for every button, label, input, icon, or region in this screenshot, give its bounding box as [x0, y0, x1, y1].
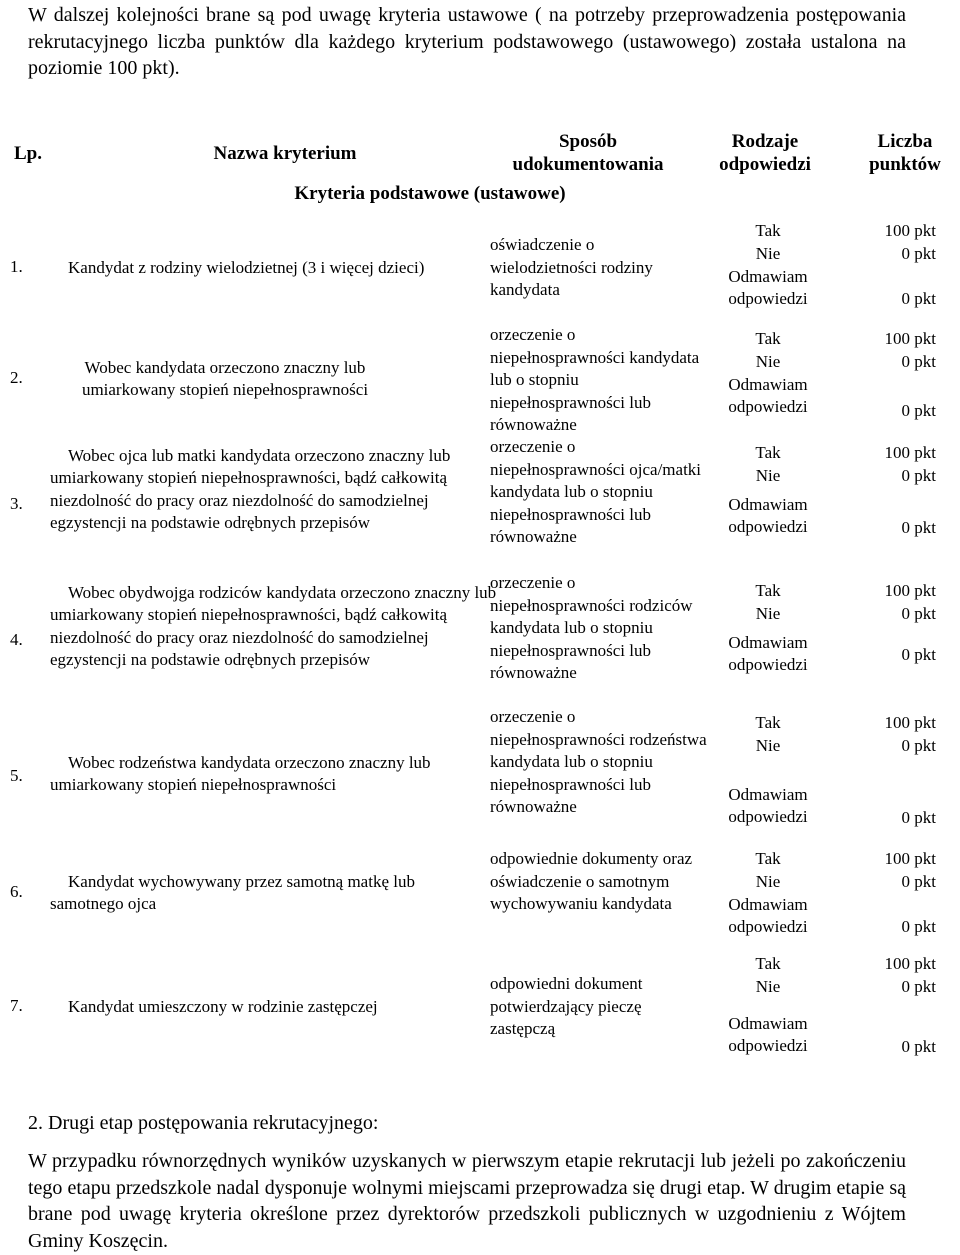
outro-paragraph: W przypadku równorzędnych wyników uzyskanych w pierwszym etapie rekrutacji lub jeżeli po zakończeniu tego etapu przedszkole nadal dysponuje wolnymi miejscami przeprowadza się drugi etap. W drugim etapie są brane pod uwagę kryteria określone przez dyrektorów przedszkoli publicznych w uzgodnieniu z Wójtem Gminy Koszęcin. [28, 1150, 906, 1253]
header-documentation-line2: udokumentowania [512, 154, 664, 175]
row-1-documentation: oświadczenie o wielodzietności rodziny kandydata [490, 235, 653, 299]
row-6-answer-no: Nie [755, 871, 781, 891]
row-7-answer-no: Nie [755, 976, 781, 996]
row-3-points-refuse: 0 pkt [901, 517, 936, 537]
row-1-answer-refuse: Odmawiam odpowiedzi [728, 266, 808, 309]
row-2-documentation: orzeczenie o niepełnosprawności kandydata lub o stopniu niepełnosprawności lub równoważne [490, 325, 700, 434]
header-points-line1: Liczba [877, 131, 933, 152]
row-3-answer-refuse: Odmawiam odpowiedzi [728, 494, 808, 537]
row-1-criterion: Kandydat z rodziny wielodzietnej (3 i więcej dzieci) [68, 258, 425, 277]
row-1-points [850, 220, 936, 311]
row-5-points-refuse: 0 pkt [901, 807, 936, 827]
row-4-points-yes: 100 pkt [884, 581, 936, 600]
row-7-answer-refuse: Odmawiam odpowiedzi [728, 1013, 808, 1056]
header-documentation-line1: Sposób [558, 131, 618, 152]
row-6-points [850, 848, 936, 938]
row-7-points-yes: 100 pkt [884, 954, 936, 973]
row-4-number: 4. [10, 630, 23, 649]
row-2-criterion: Wobec kandydata orzeczono znaczny lub umiarkowany stopień niepełnosprawności [81, 358, 369, 400]
row-2-points-yes: 100 pkt [884, 329, 936, 348]
row-1-points-refuse: 0 pkt [901, 289, 936, 309]
row-4-answer-refuse: Odmawiam odpowiedzi [728, 632, 808, 675]
row-4-answers [713, 580, 823, 677]
row-2-points-refuse: 0 pkt [901, 400, 936, 420]
row-2-answer-no: Nie [755, 351, 781, 371]
section-2-heading: 2. Drugi etap postępowania rekrutacyjnego: [28, 1112, 379, 1134]
row-4-points-no: 0 pkt [901, 603, 936, 623]
header-criterion-name: Nazwa kryterium [213, 143, 357, 164]
row-1-answer-yes: Tak [755, 221, 781, 240]
row-6-points-refuse: 0 pkt [901, 916, 936, 936]
row-1-answer-no: Nie [755, 243, 781, 263]
row-3-answer-no: Nie [755, 465, 781, 485]
row-5-criterion [50, 752, 470, 797]
row-6-number: 6. [10, 882, 23, 901]
row-4-answer-yes: Tak [755, 581, 781, 600]
header-points [850, 130, 960, 176]
header-points-line2: punktów [869, 154, 941, 175]
row-5-answers [713, 712, 823, 829]
row-6-documentation: odpowiednie dokumenty oraz oświadczenie o samotnym wychowywaniu kandydata [490, 849, 693, 913]
row-4-criterion [50, 582, 502, 671]
row-5-points-yes: 100 pkt [884, 713, 936, 732]
header-documentation [488, 130, 688, 176]
row-3-criterion [50, 445, 478, 534]
row-3-points-no: 0 pkt [901, 465, 936, 485]
row-6-points-no: 0 pkt [901, 871, 936, 891]
row-6-answer-yes: Tak [755, 849, 781, 868]
row-1-points-yes: 100 pkt [884, 221, 936, 240]
row-5-points-no: 0 pkt [901, 735, 936, 755]
header-answers-line2: odpowiedzi [719, 154, 811, 175]
row-7-answers [713, 953, 823, 1058]
row-6-criterion-text: Kandydat wychowywany przez samotną matkę lub samotnego ojca [50, 872, 415, 914]
row-7-documentation: odpowiedni dokument potwierdzający pieczę zastępczą [490, 974, 643, 1038]
row-7-points-no: 0 pkt [901, 976, 936, 996]
row-4-documentation: orzeczenie o niepełnosprawności rodziców kandydata lub o stopniu niepełnosprawności lub równoważne [490, 573, 693, 682]
row-3-points-yes: 100 pkt [884, 443, 936, 462]
row-5-answer-yes: Tak [755, 713, 781, 732]
row-2-points [850, 328, 936, 422]
row-5-answer-refuse: Odmawiam odpowiedzi [728, 784, 808, 827]
row-4-points [850, 580, 936, 666]
row-5-documentation: orzeczenie o niepełnosprawności rodzeństwa kandydata lub o stopniu niepełnosprawności lub równoważne [490, 707, 707, 816]
row-1-number: 1. [10, 257, 23, 276]
header-answers-line1: Rodzaje [731, 131, 799, 152]
row-2-points-no: 0 pkt [901, 351, 936, 371]
row-2-number: 2. [10, 368, 23, 387]
intro-paragraph: W dalszej kolejności brane są pod uwagę kryteria ustawowe ( na potrzeby przeprowadzenia postępowania rekrutacyjnego liczba punktów dla każdego kryterium podstawowego (ustawowego) została ustalona na poziomie 100 pkt). [28, 4, 906, 79]
row-3-answer-yes: Tak [755, 443, 781, 462]
row-5-points [850, 712, 936, 829]
row-7-points [850, 953, 936, 1058]
row-5-number: 5. [10, 766, 23, 785]
row-4-criterion-text: Wobec obydwojga rodziców kandydata orzeczono znaczny lub umiarkowany stopień niepełnosprawności, bądź całkowitą niezdolność do pracy oraz niezdolność do samodzielnej egzystencji na podstawie odrębnych przepisów [50, 583, 497, 669]
row-4-answer-no: Nie [755, 603, 781, 623]
row-7-points-refuse: 0 pkt [901, 1036, 936, 1056]
row-7-number: 7. [10, 996, 23, 1015]
row-3-criterion-text: Wobec ojca lub matki kandydata orzeczono znaczny lub umiarkowany stopień niepełnosprawności, bądź całkowitą niezdolność do pracy oraz niezdolność do samodzielnej egzystencji na podstawie odrębnych przepisów [50, 446, 451, 532]
header-answer-types [705, 130, 825, 176]
row-5-criterion-text: Wobec rodzeństwa kandydata orzeczono znaczny lub umiarkowany stopień niepełnosprawności [50, 753, 431, 795]
row-7-answer-yes: Tak [755, 954, 781, 973]
row-3-points [850, 442, 936, 539]
row-1-points-no: 0 pkt [901, 243, 936, 263]
row-2-answer-refuse: Odmawiam odpowiedzi [728, 374, 808, 417]
row-3-number: 3. [10, 494, 23, 513]
row-4-points-refuse: 0 pkt [901, 644, 936, 664]
section-label: Kryteria podstawowe (ustawowe) [294, 183, 566, 204]
row-6-answers [713, 848, 823, 939]
row-2-answer-yes: Tak [755, 329, 781, 348]
row-2-answers [713, 328, 823, 419]
row-6-points-yes: 100 pkt [884, 849, 936, 868]
row-1-answers [713, 220, 823, 311]
row-3-documentation: orzeczenie o niepełnosprawności ojca/matki kandydata lub o stopniu niepełnosprawności lub równoważne [490, 437, 702, 546]
header-lp: Lp. [14, 143, 42, 164]
row-3-answers [713, 442, 823, 539]
row-6-criterion [50, 871, 470, 916]
row-5-answer-no: Nie [755, 735, 781, 755]
row-7-criterion: Kandydat umieszczony w rodzinie zastępczej [68, 997, 378, 1016]
row-6-answer-refuse: Odmawiam odpowiedzi [728, 894, 808, 937]
